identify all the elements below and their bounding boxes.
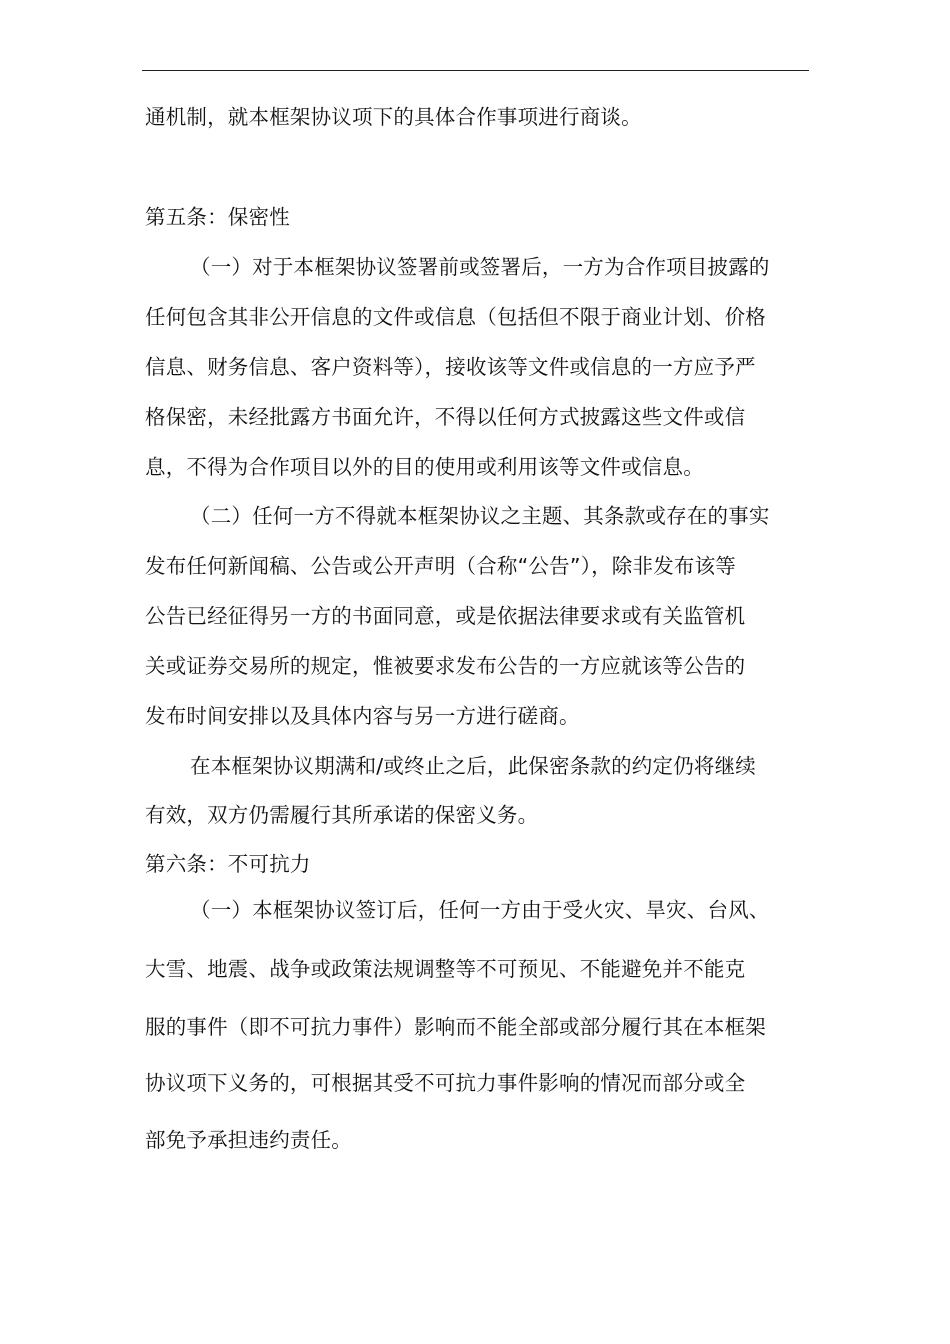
text-line: 大雪、地震、战争或政策法规调整等不可预见、不能避免并不能克 [145,957,746,981]
text-line: 发布任何新闻稿、公告或公开声明（合称“公告”），除非发布该等 [145,554,736,578]
text-line: 协议项下义务的，可根据其受不可抗力事件影响的情况而部分或全 [145,1071,746,1095]
text-line: 关或证券交易所的规定，惟被要求发布公告的一方应就该等公告的 [145,654,746,678]
text-line: 在本框架协议期满和/或终止之后，此保密条款的约定仍将继续 [190,754,757,778]
text-line: 息，不得为合作项目以外的目的使用或利用该等文件或信息。 [145,455,704,479]
text-line: （一）对于本框架协议签署前或签署后，一方为合作项目披露的 [190,255,770,279]
text-line: 服的事件（即不可抗力事件）影响而不能全部或部分履行其在本框架 [145,1015,766,1039]
section-heading-6: 第六条：不可抗力 [145,852,311,876]
text-line: 信息、财务信息、客户资料等），接收该等文件或信息的一方应予严 [145,355,756,379]
text-line: 部免予承担违约责任。 [145,1128,352,1152]
text-line: 有效，双方仍需履行其所承诺的保密义务。 [145,803,539,827]
header-rule [142,70,809,71]
text-line: 格保密，未经批露方书面允许，不得以任何方式披露这些文件或信 [145,405,746,429]
text-line: 通机制，就本框架协议项下的具体合作事项进行商谈。 [145,105,642,129]
text-line: 任何包含其非公开信息的文件或信息（包括但不限于商业计划、价格 [145,305,766,329]
text-line: 发布时间安排以及具体内容与另一方进行磋商。 [145,704,580,728]
text-line: 公告已经征得另一方的书面同意，或是依据法律要求或有关监管机 [145,604,746,628]
text-line: （二）任何一方不得就本框架协议之主题、其条款或存在的事实 [190,504,770,528]
section-heading-5: 第五条：保密性 [145,205,290,229]
text-line: （一）本框架协议签订后，任何一方由于受火灾、旱灾、台风、 [190,898,770,922]
